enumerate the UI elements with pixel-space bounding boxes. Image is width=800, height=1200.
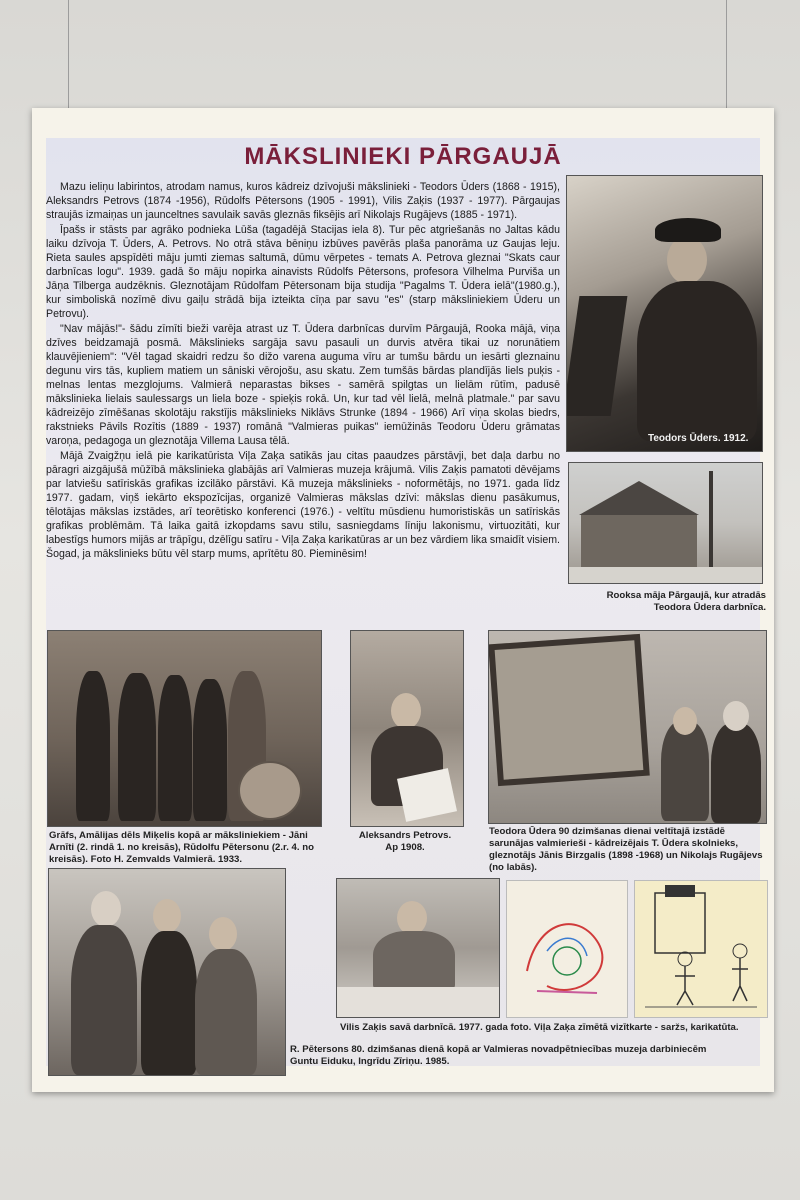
paragraph-3: "Nav mājās!"- šādu zīmīti bieži varēja atrast uz T. Ūdera darbnīcas durvīm Pārgaujā, Rooka mājā, viņa dzīves beidzamajā posmā. Mākslinieks sargāja savu pasauli un durvis atvēra tikai uz norunātiem klauvējieniem": "Vēl tagad skaidri redzu šo dižo varena auguma vīru ar tumšu bārdu un iesārti gleznainu degunu virs tās, kupliem matiem un sāniski vērojošu, asu skatu. Zem tumšās bārdas plandījās liels puķis -melnas lentas mezglojums. Valmierā neparastas bikses - samērā spilgtas un lielām rūtīm, padusē mākslinieka lielais saulessargs un liela boze - spieķis rokā. Un, kur tad vēl lielā, melnā platmale." par savu kādreizējo zīmēšanas skolotāju rakstījis mākslinieks Niklāvs Strunke (1894 - 1966) Arī viņa skolas biedrs, rakstnieks Pāvils Rozītis (1889 - 1937) romānā "Valmieras puikas" iemūžinās Teodoru Ūderu grāmatas varoņa, pedagoga un gleznotāja Villema Lausa tēlā. — [46, 323, 560, 447]
caricature-drawing-icon — [507, 881, 627, 1017]
exhibition-photo — [488, 630, 767, 824]
tree-shape — [709, 471, 713, 571]
visitor-2-head — [723, 701, 749, 731]
person-2-head — [153, 899, 181, 933]
group-person-3 — [158, 675, 192, 821]
person-3-body — [195, 949, 257, 1075]
artist-body — [637, 281, 757, 441]
petersons-80-caption: R. Pētersons 80. dzimšanas dienā kopā ar Valmieras novadpētniecības muzeja darbiniecēm Guntu Eiduku, Ingrīdu Zīriņu. 1985. — [290, 1044, 707, 1067]
group-person-2 — [118, 673, 156, 821]
paragraph-2: Īpašs ir stāsts par agrāko podnieka Lūša (tagadējā Stacijas iela 8). Tur pēc atgriešanās no Jaltas kādu laiku dzīvoja T. Ūders, A. Petrovs. No otrā stāva bēniņu izbūves pavērās plaša panorāma uz Gaujas leju. Rieta saules apspīdēti māju jumti ziemas saltumā, dūmu vērpetes - temats A. Petrova gleznai "Skats caur darbnīcas logu". 1939. gadā šo māju nopirka ainavists Rūdolfs Pētersons, profesora Vilhelma Purviša un Jāņa Tilberga audzēknis. Gleznotājam Rūdolfam Pētersonam bija studija "Pagalms T. Ūdera ielā"(1980.g.), kur simboliskā nozīmē divu gaiļu strādā bija izteikta cīņa par savu "es" (starp māksliniekiem Ūderu un Petrovu). — [46, 224, 560, 320]
painting-frame — [488, 634, 650, 786]
petrovs-head — [391, 693, 421, 729]
person-2-body — [141, 931, 197, 1075]
paper-sheet — [397, 768, 457, 822]
zakis-caption: Vilis Zaķis savā darbnīcā. 1977. gada foto. Viļa Zaķa zīmētā vizītkarte - saržs, karikatūta. — [340, 1022, 739, 1033]
caricature-sketch — [634, 880, 768, 1018]
rooka-house-caption: Rooksa māja Pārgaujā, kur atradās Teodora Ūdera darbnīca. — [606, 590, 766, 613]
grafs-group-photo — [47, 630, 322, 827]
easel-shape — [566, 296, 627, 416]
decorative-cushion — [238, 761, 302, 820]
uders-portrait-photo — [566, 175, 763, 452]
visitor-1 — [661, 721, 709, 821]
exhibition-caption: Teodora Ūdera 90 dzimšanas dienai veltītajā izstādē sarunājas valmierieši - kādreizējais T. Ūdera skolnieks, gleznotājs Jānis Birzgalis (1898 -1968) un Nikolajs Rugājevs (no labās). — [489, 826, 763, 873]
visitor-1-head — [673, 707, 697, 735]
uders-portrait-caption: Teodors Ūders. 1912. — [648, 433, 749, 444]
paragraph-1: Mazu ieliņu labirintos, atrodam namus, kuros kādreiz dzīvojuši mākslinieki - Teodors Ūders (1868 - 1915), Aleksandrs Petrovs (1874 -1956), Rūdolfs Pētersons (1905 - 1991), Vilis Zaķis (1937 - 1977). Pārgaujas straujās izmaiņas un jaunceltnes savulaik savās gleznās fiksējis arī Nikolajs Rugājevs (1885 - 1971). — [46, 181, 560, 221]
zakis-head — [397, 901, 427, 935]
paragraph-4: Mājā Zvaigžņu ielā pie karikatūrista Viļa Zaķa satikās jau citas paaudzes pārstāvji, bet daļa darbu no pāragri aizgājušā mūžībā mākslinieka glabājās arī Valmieras muzeja krājumā. Vilis Zaķis pamatoti dēvējams par latviešu satīriskās grafikas izcilāko pārstāvi. Kā muzeja mākslinieks - noformētājs, no 1971. gada līdz 1977. gadam, viņš iekārto ekspozīcijas, organizē Valmieras mākslas dzīvi: mākslas dienu pasākumus, tēlotājas mākslas izstādes, arī teorētisko konferenci (1976.) - veltītu mūsdienu humoristiskās un satīriskās grafikas problēmām. Tā laika gaitā izkopdams savu stilu, sasniegdams līniju lakonismu, virtuozitāti, kur labestīgs humors mijās ar trāpīgu, dzēlīgu satīru - Viļa Zaķa karikatūras ar un bez vārdiem lika smaidīt visiem. Šogad, ja mākslinieks būtu vēl starp mums, aprītētu 80. Pieminēsim! — [46, 450, 560, 560]
desk-surface — [337, 987, 499, 1017]
group-person-1 — [76, 671, 110, 821]
petrovs-caption: Aleksandrs Petrovs. Ap 1908. — [358, 830, 452, 853]
house-wall — [581, 515, 697, 567]
rooka-house-photo — [568, 462, 763, 584]
petersons-80-photo — [48, 868, 286, 1076]
visitor-2 — [711, 723, 761, 823]
person-1-body — [71, 925, 137, 1075]
house-roof — [579, 481, 699, 515]
ground — [569, 567, 762, 583]
caricature-business-card — [506, 880, 628, 1018]
zakis-photo — [336, 878, 500, 1018]
group-person-4 — [193, 679, 227, 821]
grafs-group-caption: Grāfs, Amālijas dēls Miķelis kopā ar māksliniekiem - Jāni Arnīti (2. rindā 1. no kreisās), Rūdolfu Pētersonu (2.r. 4. no kreisās). Foto H. Zemvalds Valmierā. 1933. — [49, 830, 314, 865]
person-1-head — [91, 891, 121, 927]
petrovs-photo — [350, 630, 464, 827]
poster-body-text — [46, 180, 560, 562]
hat-shape — [655, 218, 721, 242]
zakis-body — [373, 931, 455, 991]
poster-title: MĀKSLINIEKI PĀRGAUJĀ — [244, 143, 562, 170]
person-3-head — [209, 917, 237, 951]
artist-head — [667, 236, 707, 284]
sketch-drawing-icon — [635, 881, 767, 1017]
